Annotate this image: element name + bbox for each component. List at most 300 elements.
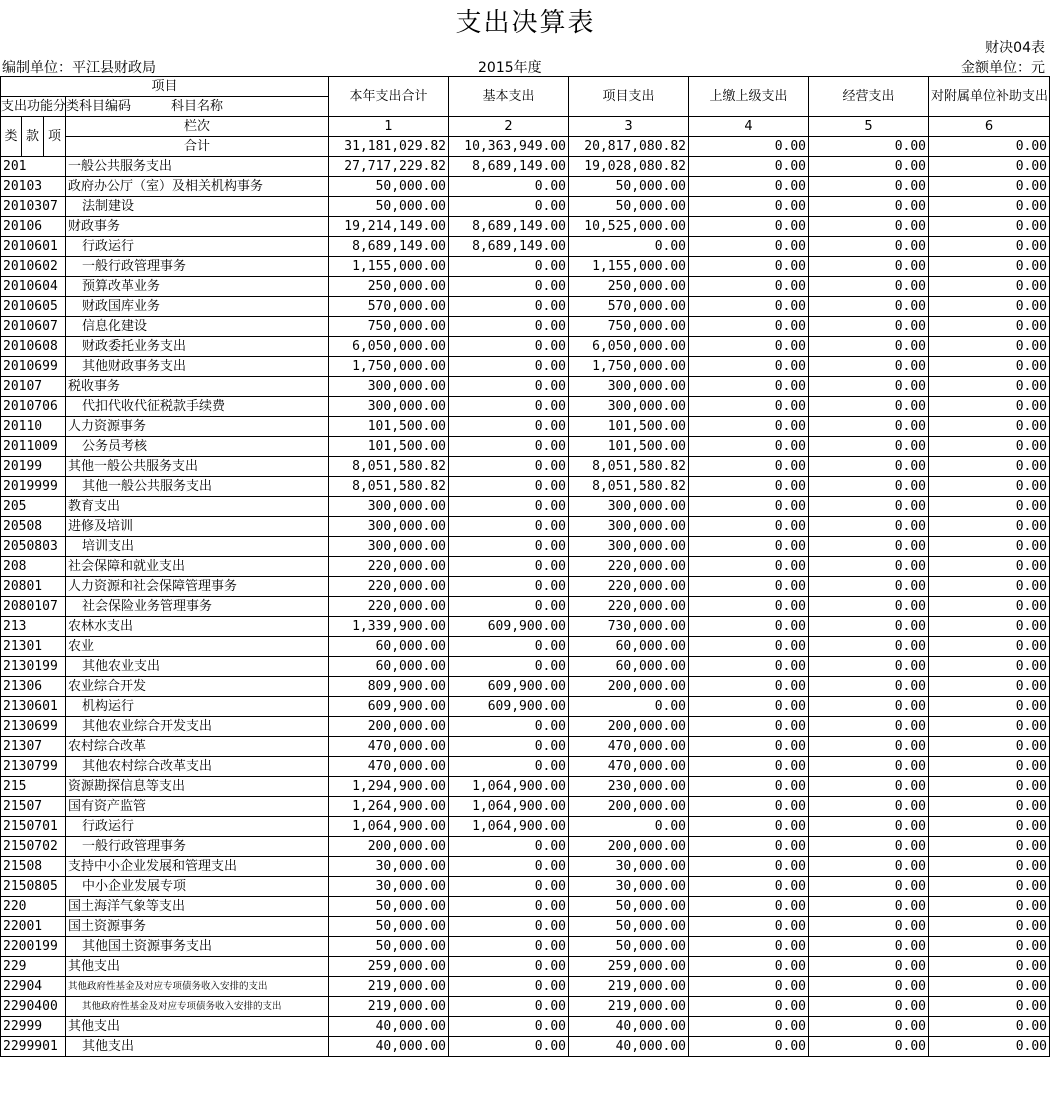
table-row <box>1 177 1050 197</box>
amount-basic: 0.00 <box>449 497 569 517</box>
amount-subsidy: 0.00 <box>929 557 1050 577</box>
table-row <box>1 877 1050 897</box>
table-row <box>1 917 1050 937</box>
total-label: 合计 <box>66 137 329 157</box>
subject-name: 行政运行 <box>66 237 329 257</box>
amount-basic: 1,064,900.00 <box>449 817 569 837</box>
amount-total: 50,000.00 <box>329 917 449 937</box>
amount-basic: 609,900.00 <box>449 677 569 697</box>
amount-total: 300,000.00 <box>329 537 449 557</box>
amount-total: 300,000.00 <box>329 397 449 417</box>
amount-basic: 0.00 <box>449 297 569 317</box>
amount-basic: 0.00 <box>449 917 569 937</box>
subject-name: 国土海洋气象等支出 <box>66 897 329 917</box>
table-row <box>1 317 1050 337</box>
amount-total: 8,051,580.82 <box>329 477 449 497</box>
amount-operating: 0.00 <box>809 1037 929 1057</box>
amount-operating: 0.00 <box>809 977 929 997</box>
total-project: 20,817,080.82 <box>569 137 689 157</box>
amount-total: 220,000.00 <box>329 557 449 577</box>
amount-remit: 0.00 <box>689 497 809 517</box>
amount-subsidy: 0.00 <box>929 237 1050 257</box>
amount-total: 1,155,000.00 <box>329 257 449 277</box>
amount-total: 809,900.00 <box>329 677 449 697</box>
amount-remit: 0.00 <box>689 777 809 797</box>
amount-remit: 0.00 <box>689 297 809 317</box>
amount-operating: 0.00 <box>809 577 929 597</box>
amount-basic: 0.00 <box>449 337 569 357</box>
amount-remit: 0.00 <box>689 537 809 557</box>
amount-operating: 0.00 <box>809 657 929 677</box>
amount-remit: 0.00 <box>689 917 809 937</box>
amount-operating: 0.00 <box>809 417 929 437</box>
amount-operating: 0.00 <box>809 457 929 477</box>
amount-subsidy: 0.00 <box>929 737 1050 757</box>
amount-project: 470,000.00 <box>569 757 689 777</box>
currency-unit: 金额单位：元 <box>961 60 1045 76</box>
subject-code: 2010601 <box>1 237 66 257</box>
amount-project: 50,000.00 <box>569 197 689 217</box>
header-operating: 经营支出 <box>809 77 929 117</box>
subject-name: 政府办公厅（室）及相关机构事务 <box>66 177 329 197</box>
header-lei: 类 <box>1 117 22 157</box>
amount-subsidy: 0.00 <box>929 637 1050 657</box>
amount-remit: 0.00 <box>689 177 809 197</box>
subject-code: 2200199 <box>1 937 66 957</box>
amount-total: 50,000.00 <box>329 897 449 917</box>
amount-basic: 0.00 <box>449 177 569 197</box>
subject-code: 2010699 <box>1 357 66 377</box>
subject-code: 21306 <box>1 677 66 697</box>
table-row <box>1 557 1050 577</box>
amount-operating: 0.00 <box>809 597 929 617</box>
amount-basic: 0.00 <box>449 877 569 897</box>
amount-subsidy: 0.00 <box>929 177 1050 197</box>
table-row <box>1 377 1050 397</box>
amount-total: 101,500.00 <box>329 417 449 437</box>
amount-basic: 0.00 <box>449 717 569 737</box>
header-func-code: 支出功能分类科目编码 <box>1 97 66 117</box>
subject-code: 215 <box>1 777 66 797</box>
amount-subsidy: 0.00 <box>929 777 1050 797</box>
amount-remit: 0.00 <box>689 577 809 597</box>
subject-name: 人力资源和社会保障管理事务 <box>66 577 329 597</box>
amount-basic: 0.00 <box>449 377 569 397</box>
amount-subsidy: 0.00 <box>929 1017 1050 1037</box>
amount-total: 259,000.00 <box>329 957 449 977</box>
amount-subsidy: 0.00 <box>929 697 1050 717</box>
header-remit: 上缴上级支出 <box>689 77 809 117</box>
amount-basic: 8,689,149.00 <box>449 157 569 177</box>
table-row <box>1 617 1050 637</box>
amount-operating: 0.00 <box>809 777 929 797</box>
amount-subsidy: 0.00 <box>929 997 1050 1017</box>
table-row <box>1 1017 1050 1037</box>
subject-name: 农村综合改革 <box>66 737 329 757</box>
amount-basic: 0.00 <box>449 1037 569 1057</box>
subject-code: 20107 <box>1 377 66 397</box>
subject-name: 农业 <box>66 637 329 657</box>
amount-basic: 0.00 <box>449 897 569 917</box>
amount-remit: 0.00 <box>689 317 809 337</box>
amount-basic: 1,064,900.00 <box>449 777 569 797</box>
amount-subsidy: 0.00 <box>929 377 1050 397</box>
amount-project: 101,500.00 <box>569 437 689 457</box>
amount-operating: 0.00 <box>809 997 929 1017</box>
table-row <box>1 897 1050 917</box>
amount-operating: 0.00 <box>809 357 929 377</box>
header-xiang: 项 <box>44 117 66 157</box>
subject-name: 培训支出 <box>66 537 329 557</box>
amount-total: 219,000.00 <box>329 977 449 997</box>
amount-remit: 0.00 <box>689 697 809 717</box>
amount-project: 8,051,580.82 <box>569 457 689 477</box>
amount-basic: 0.00 <box>449 257 569 277</box>
amount-total: 570,000.00 <box>329 297 449 317</box>
amount-remit: 0.00 <box>689 677 809 697</box>
subject-name: 其他支出 <box>66 1017 329 1037</box>
col-index-5: 5 <box>809 117 929 137</box>
amount-total: 60,000.00 <box>329 657 449 677</box>
amount-operating: 0.00 <box>809 617 929 637</box>
subject-name: 公务员考核 <box>66 437 329 457</box>
table-row <box>1 797 1050 817</box>
amount-subsidy: 0.00 <box>929 197 1050 217</box>
amount-operating: 0.00 <box>809 877 929 897</box>
amount-operating: 0.00 <box>809 637 929 657</box>
amount-operating: 0.00 <box>809 737 929 757</box>
subject-code: 2130199 <box>1 657 66 677</box>
amount-total: 1,339,900.00 <box>329 617 449 637</box>
subject-code: 22904 <box>1 977 66 997</box>
amount-remit: 0.00 <box>689 897 809 917</box>
subject-name: 其他政府性基金及对应专项债务收入安排的支出 <box>66 997 329 1017</box>
table-row <box>1 417 1050 437</box>
header-kuan: 款 <box>22 117 44 157</box>
amount-remit: 0.00 <box>689 157 809 177</box>
table-row <box>1 457 1050 477</box>
amount-operating: 0.00 <box>809 437 929 457</box>
amount-project: 101,500.00 <box>569 417 689 437</box>
subject-name: 人力资源事务 <box>66 417 329 437</box>
amount-basic: 0.00 <box>449 417 569 437</box>
subject-code: 2130601 <box>1 697 66 717</box>
table-row <box>1 697 1050 717</box>
amount-total: 19,214,149.00 <box>329 217 449 237</box>
amount-subsidy: 0.00 <box>929 457 1050 477</box>
amount-subsidy: 0.00 <box>929 937 1050 957</box>
subject-name: 农业综合开发 <box>66 677 329 697</box>
amount-operating: 0.00 <box>809 257 929 277</box>
amount-project: 470,000.00 <box>569 737 689 757</box>
amount-remit: 0.00 <box>689 357 809 377</box>
subject-name: 其他国土资源事务支出 <box>66 937 329 957</box>
amount-subsidy: 0.00 <box>929 517 1050 537</box>
amount-project: 200,000.00 <box>569 797 689 817</box>
col-index-2: 2 <box>449 117 569 137</box>
amount-project: 50,000.00 <box>569 177 689 197</box>
subject-name: 财政委托业务支出 <box>66 337 329 357</box>
header-row-project <box>1 77 1050 97</box>
total-operating: 0.00 <box>809 137 929 157</box>
amount-remit: 0.00 <box>689 957 809 977</box>
amount-operating: 0.00 <box>809 497 929 517</box>
amount-total: 1,750,000.00 <box>329 357 449 377</box>
table-row <box>1 437 1050 457</box>
subject-name: 一般行政管理事务 <box>66 837 329 857</box>
amount-total: 8,051,580.82 <box>329 457 449 477</box>
subject-name: 预算改革业务 <box>66 277 329 297</box>
amount-operating: 0.00 <box>809 757 929 777</box>
amount-operating: 0.00 <box>809 937 929 957</box>
amount-operating: 0.00 <box>809 537 929 557</box>
amount-remit: 0.00 <box>689 617 809 637</box>
subject-code: 205 <box>1 497 66 517</box>
amount-subsidy: 0.00 <box>929 677 1050 697</box>
amount-subsidy: 0.00 <box>929 577 1050 597</box>
amount-project: 60,000.00 <box>569 637 689 657</box>
subject-name: 其他农村综合改革支出 <box>66 757 329 777</box>
amount-remit: 0.00 <box>689 377 809 397</box>
amount-remit: 0.00 <box>689 817 809 837</box>
amount-subsidy: 0.00 <box>929 217 1050 237</box>
amount-remit: 0.00 <box>689 557 809 577</box>
table-row <box>1 517 1050 537</box>
amount-project: 200,000.00 <box>569 837 689 857</box>
subject-code: 2130799 <box>1 757 66 777</box>
header-project-exp: 项目支出 <box>569 77 689 117</box>
amount-operating: 0.00 <box>809 237 929 257</box>
amount-project: 219,000.00 <box>569 997 689 1017</box>
amount-remit: 0.00 <box>689 517 809 537</box>
amount-operating: 0.00 <box>809 957 929 977</box>
subject-name: 社会保障和就业支出 <box>66 557 329 577</box>
amount-remit: 0.00 <box>689 457 809 477</box>
subject-name: 机构运行 <box>66 697 329 717</box>
amount-basic: 0.00 <box>449 557 569 577</box>
amount-remit: 0.00 <box>689 637 809 657</box>
subject-code: 2011009 <box>1 437 66 457</box>
amount-project: 200,000.00 <box>569 717 689 737</box>
table-row <box>1 257 1050 277</box>
amount-basic: 0.00 <box>449 937 569 957</box>
amount-project: 1,750,000.00 <box>569 357 689 377</box>
amount-operating: 0.00 <box>809 297 929 317</box>
amount-project: 300,000.00 <box>569 397 689 417</box>
amount-remit: 0.00 <box>689 937 809 957</box>
amount-subsidy: 0.00 <box>929 757 1050 777</box>
amount-basic: 0.00 <box>449 737 569 757</box>
subject-name: 国有资产监管 <box>66 797 329 817</box>
subject-code: 2010604 <box>1 277 66 297</box>
amount-subsidy: 0.00 <box>929 357 1050 377</box>
form-number: 财决04表 <box>985 40 1045 56</box>
amount-remit: 0.00 <box>689 197 809 217</box>
amount-project: 200,000.00 <box>569 677 689 697</box>
amount-total: 200,000.00 <box>329 837 449 857</box>
subject-code: 213 <box>1 617 66 637</box>
amount-basic: 0.00 <box>449 977 569 997</box>
subject-name: 社会保险业务管理事务 <box>66 597 329 617</box>
amount-total: 470,000.00 <box>329 737 449 757</box>
amount-project: 60,000.00 <box>569 657 689 677</box>
subject-code: 20103 <box>1 177 66 197</box>
amount-operating: 0.00 <box>809 377 929 397</box>
subject-code: 20801 <box>1 577 66 597</box>
total-amount: 31,181,029.82 <box>329 137 449 157</box>
amount-remit: 0.00 <box>689 737 809 757</box>
table-row <box>1 637 1050 657</box>
amount-basic: 0.00 <box>449 517 569 537</box>
amount-project: 219,000.00 <box>569 977 689 997</box>
amount-project: 50,000.00 <box>569 917 689 937</box>
table-row <box>1 657 1050 677</box>
subject-code: 20110 <box>1 417 66 437</box>
amount-total: 50,000.00 <box>329 197 449 217</box>
subject-name: 农林水支出 <box>66 617 329 637</box>
amount-operating: 0.00 <box>809 897 929 917</box>
amount-project: 300,000.00 <box>569 537 689 557</box>
amount-operating: 0.00 <box>809 857 929 877</box>
subject-code: 20508 <box>1 517 66 537</box>
amount-total: 200,000.00 <box>329 717 449 737</box>
amount-total: 609,900.00 <box>329 697 449 717</box>
amount-remit: 0.00 <box>689 417 809 437</box>
amount-remit: 0.00 <box>689 1017 809 1037</box>
amount-project: 1,155,000.00 <box>569 257 689 277</box>
amount-remit: 0.00 <box>689 477 809 497</box>
amount-remit: 0.00 <box>689 257 809 277</box>
amount-subsidy: 0.00 <box>929 657 1050 677</box>
amount-subsidy: 0.00 <box>929 297 1050 317</box>
amount-basic: 0.00 <box>449 357 569 377</box>
amount-remit: 0.00 <box>689 877 809 897</box>
amount-remit: 0.00 <box>689 1037 809 1057</box>
subject-code: 21301 <box>1 637 66 657</box>
amount-project: 750,000.00 <box>569 317 689 337</box>
amount-operating: 0.00 <box>809 197 929 217</box>
subject-name: 其他支出 <box>66 1037 329 1057</box>
amount-subsidy: 0.00 <box>929 537 1050 557</box>
amount-basic: 0.00 <box>449 457 569 477</box>
amount-subsidy: 0.00 <box>929 497 1050 517</box>
amount-basic: 0.00 <box>449 857 569 877</box>
amount-project: 19,028,080.82 <box>569 157 689 177</box>
subject-name: 资源勘探信息等支出 <box>66 777 329 797</box>
amount-project: 220,000.00 <box>569 577 689 597</box>
amount-basic: 0.00 <box>449 597 569 617</box>
amount-remit: 0.00 <box>689 237 809 257</box>
amount-project: 0.00 <box>569 237 689 257</box>
table-row <box>1 197 1050 217</box>
table-body <box>1 77 1050 1057</box>
amount-subsidy: 0.00 <box>929 797 1050 817</box>
amount-basic: 0.00 <box>449 837 569 857</box>
subject-code: 201 <box>1 157 66 177</box>
amount-basic: 0.00 <box>449 657 569 677</box>
table-row <box>1 297 1050 317</box>
amount-remit: 0.00 <box>689 757 809 777</box>
subject-code: 2299901 <box>1 1037 66 1057</box>
organization-label: 编制单位：平江县财政局 <box>2 60 156 76</box>
amount-total: 220,000.00 <box>329 577 449 597</box>
report-title: 支出决算表 <box>455 8 596 38</box>
amount-project: 259,000.00 <box>569 957 689 977</box>
amount-subsidy: 0.00 <box>929 1037 1050 1057</box>
amount-total: 40,000.00 <box>329 1017 449 1037</box>
amount-project: 570,000.00 <box>569 297 689 317</box>
subject-name: 其他政府性基金及对应专项债务收入安排的支出 <box>66 977 329 997</box>
amount-remit: 0.00 <box>689 337 809 357</box>
amount-basic: 8,689,149.00 <box>449 237 569 257</box>
amount-basic: 0.00 <box>449 397 569 417</box>
amount-total: 6,050,000.00 <box>329 337 449 357</box>
table-row <box>1 957 1050 977</box>
subject-code: 2010706 <box>1 397 66 417</box>
amount-project: 40,000.00 <box>569 1017 689 1037</box>
amount-remit: 0.00 <box>689 797 809 817</box>
header-subsidy: 对附属单位补助支出 <box>929 77 1050 117</box>
table-row <box>1 717 1050 737</box>
subject-code: 2019999 <box>1 477 66 497</box>
col-index-1: 1 <box>329 117 449 137</box>
amount-total: 30,000.00 <box>329 877 449 897</box>
amount-remit: 0.00 <box>689 717 809 737</box>
subject-name: 其他财政事务支出 <box>66 357 329 377</box>
amount-remit: 0.00 <box>689 277 809 297</box>
table-row <box>1 277 1050 297</box>
amount-remit: 0.00 <box>689 977 809 997</box>
amount-subsidy: 0.00 <box>929 397 1050 417</box>
total-row <box>1 137 1050 157</box>
amount-basic: 0.00 <box>449 757 569 777</box>
subject-name: 代扣代收代征税款手续费 <box>66 397 329 417</box>
amount-basic: 609,900.00 <box>449 697 569 717</box>
amount-remit: 0.00 <box>689 997 809 1017</box>
table-row <box>1 937 1050 957</box>
amount-subsidy: 0.00 <box>929 437 1050 457</box>
amount-total: 1,264,900.00 <box>329 797 449 817</box>
subject-name: 一般公共服务支出 <box>66 157 329 177</box>
subject-name: 法制建设 <box>66 197 329 217</box>
subject-code: 22999 <box>1 1017 66 1037</box>
amount-remit: 0.00 <box>689 657 809 677</box>
amount-operating: 0.00 <box>809 917 929 937</box>
subject-name: 其他一般公共服务支出 <box>66 457 329 477</box>
subject-name: 财政事务 <box>66 217 329 237</box>
expenditure-table <box>0 76 1050 1057</box>
amount-total: 40,000.00 <box>329 1037 449 1057</box>
table-row <box>1 537 1050 557</box>
amount-total: 50,000.00 <box>329 177 449 197</box>
amount-basic: 0.00 <box>449 537 569 557</box>
table-row <box>1 157 1050 177</box>
subject-code: 2080107 <box>1 597 66 617</box>
table-row <box>1 217 1050 237</box>
amount-project: 10,525,000.00 <box>569 217 689 237</box>
table-row <box>1 597 1050 617</box>
header-basic: 基本支出 <box>449 77 569 117</box>
amount-subsidy: 0.00 <box>929 897 1050 917</box>
amount-basic: 0.00 <box>449 477 569 497</box>
amount-subsidy: 0.00 <box>929 277 1050 297</box>
subject-name: 国土资源事务 <box>66 917 329 937</box>
subject-code: 229 <box>1 957 66 977</box>
amount-project: 220,000.00 <box>569 557 689 577</box>
amount-operating: 0.00 <box>809 837 929 857</box>
subject-code: 208 <box>1 557 66 577</box>
col-index-3: 3 <box>569 117 689 137</box>
